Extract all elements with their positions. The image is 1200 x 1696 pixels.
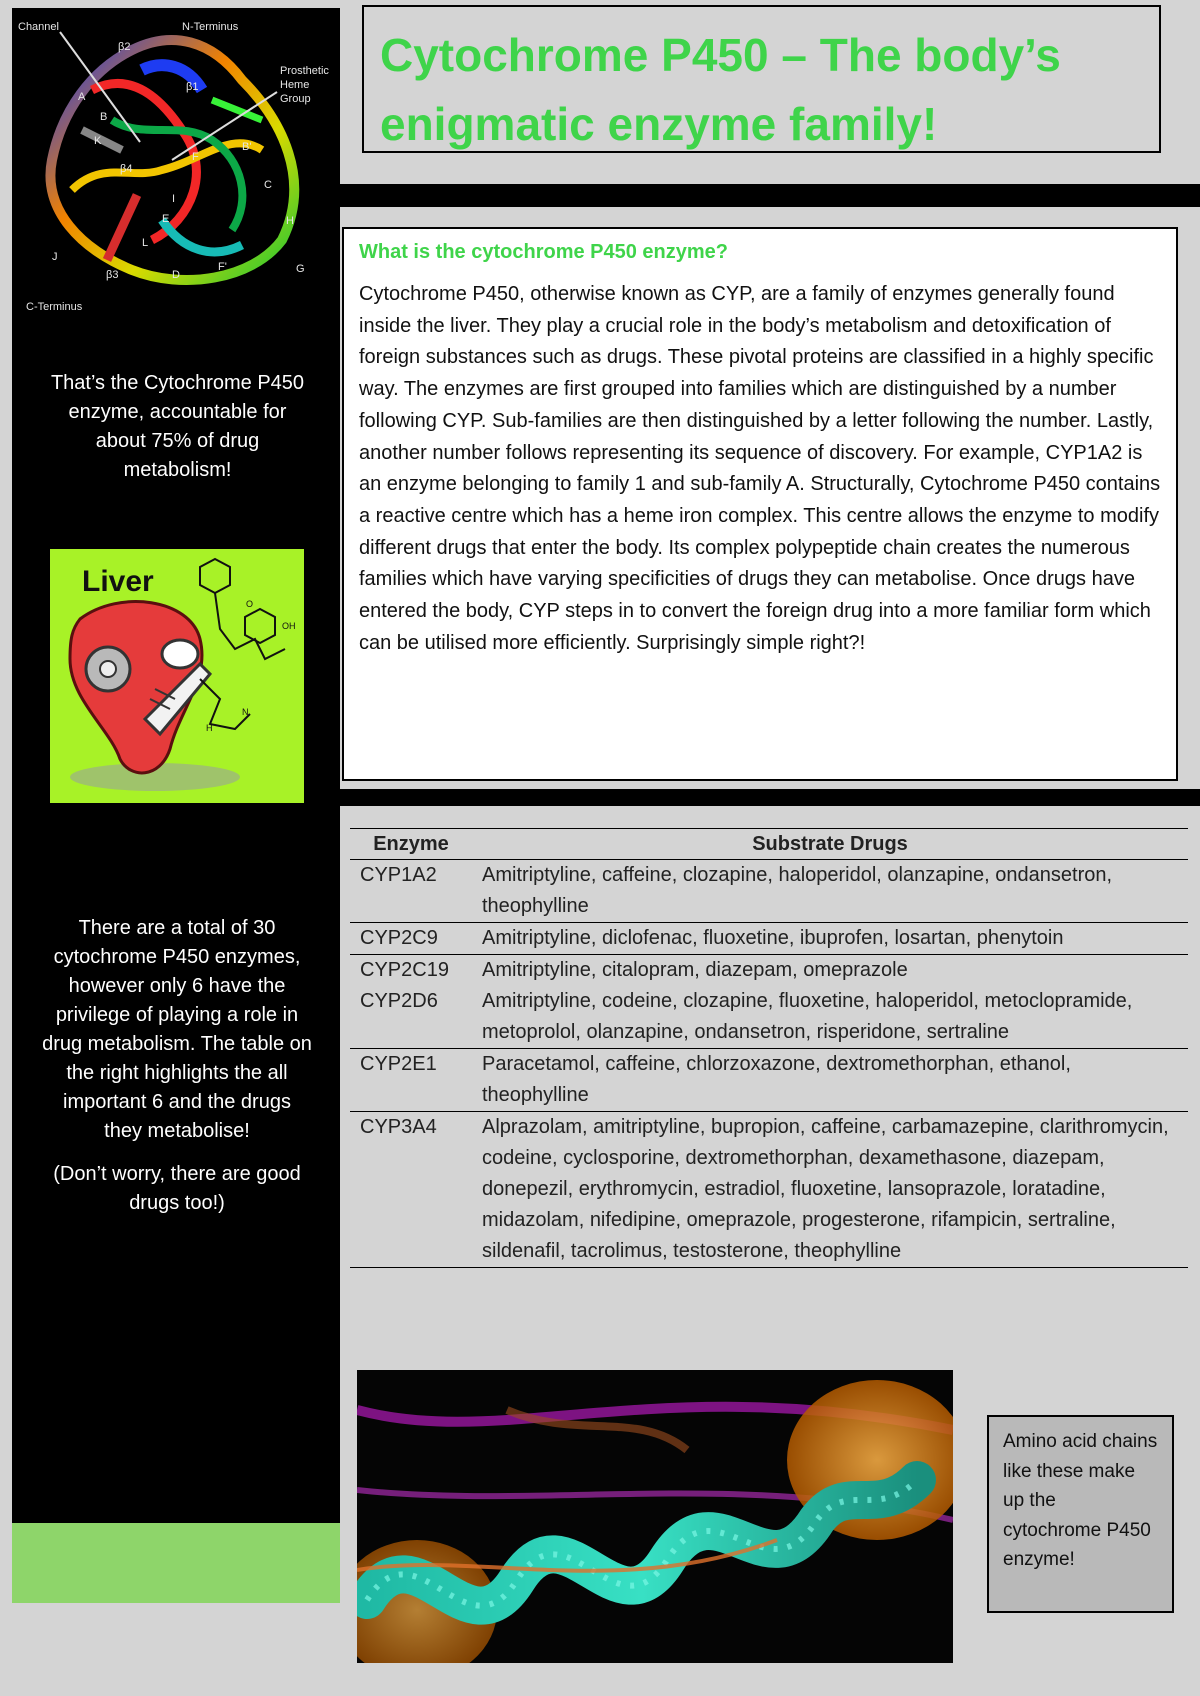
info-heading: What is the cytochrome P450 enzyme? <box>359 241 729 263</box>
label-prosthetic-3: Group <box>280 93 311 105</box>
label-prosthetic-2: Heme <box>280 79 310 91</box>
title-box <box>362 5 1161 153</box>
label-beta1: β1 <box>186 81 199 93</box>
table-row <box>350 923 1188 955</box>
table-header-row <box>350 829 1188 860</box>
atom-n: N <box>242 707 249 717</box>
label-beta2: β2 <box>118 41 131 53</box>
drugs-cell: Amitriptyline, diclofenac, fluoxetine, ibuprofen, losartan, phenytoin <box>472 923 1188 955</box>
label-e: E <box>162 213 170 225</box>
header-enzyme: Enzyme <box>350 829 472 860</box>
liver-label: Liver <box>82 565 154 598</box>
caption-enzyme-count <box>42 914 312 1232</box>
amino-caption-text: Amino acid chains like these make up the cytochrome P450 enzyme! <box>1003 1431 1158 1570</box>
label-j: J <box>52 251 58 263</box>
table-row <box>350 1112 1188 1268</box>
label-i: I <box>172 193 176 205</box>
enzyme-cell: CYP2C19 <box>360 959 449 981</box>
label-c: C <box>264 179 272 191</box>
label-n-terminus: N-Terminus <box>182 21 239 33</box>
info-body: Cytochrome P450, otherwise known as CYP, are a family of enzymes generally found inside the liver. They play a crucial role in the body’s metabolism and detoxification of foreign substances such as drugs. These pivotal proteins are classified in a highly specific way. The enzymes are first grouped into families which are distinguished by a number following CYP. Sub-families are then distinguished by a letter following the number. Lastly, another number follows representing its sequence of discovery. For example, CYP1A2 is an enzyme belonging to family 1 and sub-family A. Structurally, Cytochrome P450 contains a reactive centre which has a heme iron complex. This centre allows the enzyme to modify different drugs that enter the body. Its complex polypeptide chain creates the numerous families which have varying specificities of drugs they can metabolise. Once drugs have entered the body, CYP steps in to convert the foreign drug into a more familiar form which can be utilised more efficiently. Surprisingly simple right?! <box>359 283 1161 654</box>
label-b-prime: B' <box>242 141 252 153</box>
label-channel: Channel <box>18 21 59 33</box>
atom-oh: OH <box>282 621 296 631</box>
table-row <box>350 986 1188 1049</box>
info-box <box>342 227 1178 781</box>
enzyme-substrate-table <box>350 828 1188 1268</box>
caption-count-text: There are a total of 30 cytochrome P450 enzymes, however only 6 have the privilege of playing a role in drug metabolism. The table on the right highlights the all important 6 and the drugs they metabolise! <box>42 917 312 1142</box>
label-prosthetic-1: Prosthetic <box>280 65 329 77</box>
table-row <box>350 955 1188 987</box>
liver-cartoon-image <box>50 549 304 803</box>
caption-enzyme: That’s the Cytochrome P450 enzyme, accountable for about 75% of drug metabolism! <box>50 372 305 481</box>
enzyme-cell: CYP1A2 <box>350 860 472 923</box>
divider-bar-middle <box>340 789 1200 806</box>
label-d: D <box>172 269 180 281</box>
label-g: G <box>296 263 305 275</box>
drugs-cell: Paracetamol, caffeine, chlorzoxazone, dextromethorphan, ethanol, theophylline <box>472 1049 1188 1112</box>
table-row <box>350 1049 1188 1112</box>
label-h: H <box>286 215 294 227</box>
caption-note-text: (Don’t worry, there are good drugs too!) <box>53 1163 301 1214</box>
label-f: F <box>192 151 199 163</box>
label-l: L <box>142 237 149 249</box>
label-beta3: β3 <box>106 269 119 281</box>
page-title: Cytochrome P450 – The body’s enigmatic enzyme family! <box>380 29 1061 150</box>
green-accent-strip <box>12 1523 340 1603</box>
amino-caption-box <box>987 1415 1174 1613</box>
label-f-prime: F' <box>218 261 227 273</box>
enzyme-cell: CYP2D6 <box>350 986 472 1049</box>
label-k: K <box>94 135 102 147</box>
label-b: B <box>100 111 108 123</box>
drugs-cell: Amitriptyline, caffeine, clozapine, haloperidol, olanzapine, ondansetron, theophylline <box>472 860 1188 923</box>
amino-acid-chain-image <box>357 1370 953 1663</box>
protein-structure-image <box>12 10 340 318</box>
atom-o-1: O <box>246 599 254 609</box>
label-a: A <box>78 91 86 103</box>
enzyme-cell: CYP3A4 <box>350 1112 472 1268</box>
table-row <box>350 860 1188 923</box>
divider-bar-top <box>340 184 1200 207</box>
drugs-cell: Amitriptyline, citalopram, diazepam, omeprazole <box>482 959 908 981</box>
drugs-cell: Alprazolam, amitriptyline, bupropion, caffeine, carbamazepine, clarithromycin, codeine, cyclosporine, dextromethorphan, dexamethasone, diazepam, donepezil, erythromycin, estradiol, fluoxetine, lansoprazole, loratadine, midazolam, nifedipine, omeprazole, progesterone, rifampicin, sertraline, sildenafil, tacrolimus, testosterone, theophylline <box>472 1112 1188 1268</box>
header-substrate-drugs: Substrate Drugs <box>472 829 1188 860</box>
drugs-cell: Amitriptyline, codeine, clozapine, fluoxetine, haloperidol, metoclopramide, metoprolol, olanzapine, ondansetron, risperidone, sertraline <box>472 986 1188 1049</box>
atom-h: H <box>206 723 213 733</box>
enzyme-cell: CYP2E1 <box>350 1049 472 1112</box>
enzyme-cell: CYP2C9 <box>350 923 472 955</box>
label-beta4: β4 <box>120 163 133 175</box>
label-c-terminus: C-Terminus <box>26 301 83 313</box>
